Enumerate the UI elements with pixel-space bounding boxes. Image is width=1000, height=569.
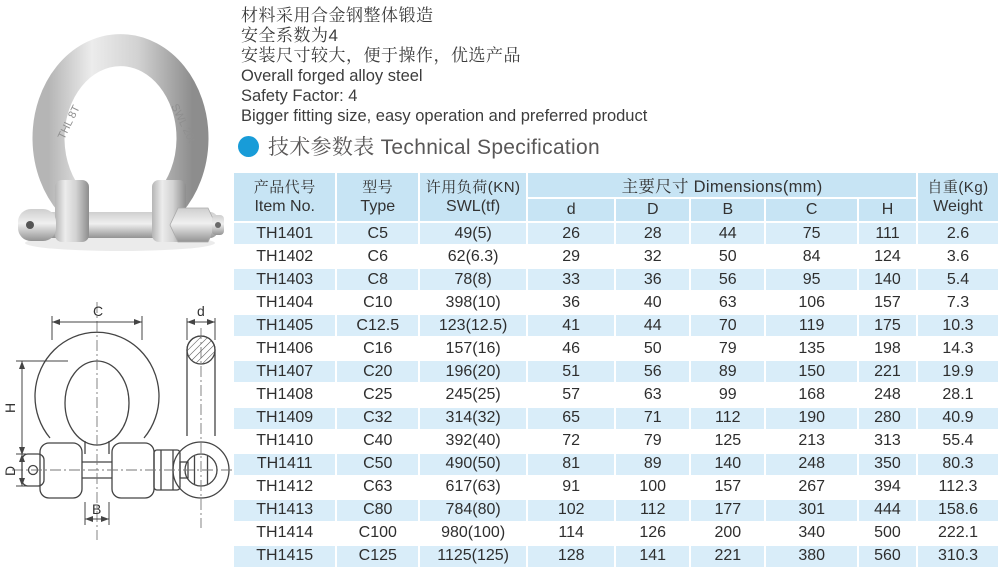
- spec-cell: 2.6: [917, 222, 999, 245]
- spec-cell: 78(8): [419, 268, 527, 291]
- spec-cell: 100: [615, 476, 690, 499]
- intro-line-cn: 安装尺寸较大，便于操作，优选产品: [241, 46, 521, 65]
- dim-label-big-d: D: [2, 465, 18, 476]
- col-header-type-en: Type: [360, 198, 396, 215]
- spec-cell: 51: [527, 360, 615, 383]
- spec-cell: TH1410: [233, 430, 336, 453]
- spec-cell: 79: [690, 337, 765, 360]
- spec-cell: 560: [858, 545, 917, 568]
- spec-cell: C25: [336, 383, 419, 406]
- photo-marking-left: THL 8T: [55, 103, 83, 142]
- shackle-drawing: [2, 288, 232, 569]
- spec-cell: TH1415: [233, 545, 336, 568]
- col-header-weight: [917, 172, 999, 222]
- spec-row: [233, 430, 999, 453]
- spec-cell: 89: [615, 453, 690, 476]
- col-header-swl: [419, 172, 527, 222]
- spec-cell: TH1414: [233, 522, 336, 545]
- col-header-item-no: [233, 172, 336, 222]
- spec-cell: 177: [690, 499, 765, 522]
- spec-cell: 49(5): [419, 222, 527, 245]
- spec-cell: 29: [527, 245, 615, 268]
- spec-cell: 128: [527, 545, 615, 568]
- spec-row: [233, 522, 999, 545]
- spec-cell: 28.1: [917, 383, 999, 406]
- section-title-label: 技术参数表 Technical Specification: [268, 136, 600, 159]
- spec-cell: 36: [527, 291, 615, 314]
- spec-cell: C32: [336, 407, 419, 430]
- spec-cell: 280: [858, 407, 917, 430]
- section-title: [238, 131, 600, 161]
- spec-cell: 40.9: [917, 407, 999, 430]
- spec-cell: 41: [527, 314, 615, 337]
- spec-cell: 44: [615, 314, 690, 337]
- spec-cell: 10.3: [917, 314, 999, 337]
- spec-cell: C63: [336, 476, 419, 499]
- spec-cell: 157: [690, 476, 765, 499]
- section-bullet-icon: [238, 136, 259, 157]
- spec-cell: 301: [765, 499, 858, 522]
- intro-line-en: Bigger fitting size, easy operation and preferred product: [241, 107, 648, 125]
- spec-cell: 200: [690, 522, 765, 545]
- spec-cell: 63: [690, 291, 765, 314]
- dim-label-b: B: [92, 501, 102, 517]
- spec-cell: 444: [858, 499, 917, 522]
- spec-cell: 81: [527, 453, 615, 476]
- shackle-photo-image: [8, 10, 233, 255]
- spec-cell: 95: [765, 268, 858, 291]
- dim-label-d: d: [197, 303, 205, 319]
- spec-cell: 19.9: [917, 360, 999, 383]
- spec-cell: 350: [858, 453, 917, 476]
- spec-row: [233, 383, 999, 406]
- spec-cell: 784(80): [419, 499, 527, 522]
- spec-cell: 221: [858, 360, 917, 383]
- spec-row: [233, 268, 999, 291]
- spec-cell: C80: [336, 499, 419, 522]
- spec-cell: 56: [690, 268, 765, 291]
- spec-row: [233, 291, 999, 314]
- spec-cell: 157(16): [419, 337, 527, 360]
- spec-cell: 135: [765, 337, 858, 360]
- photo-marking-right: SWL 20t: [168, 102, 198, 145]
- spec-cell: 267: [765, 476, 858, 499]
- spec-cell: 91: [527, 476, 615, 499]
- spec-cell: 150: [765, 360, 858, 383]
- spec-cell: 124: [858, 245, 917, 268]
- spec-cell: C40: [336, 430, 419, 453]
- spec-cell: 196(20): [419, 360, 527, 383]
- spec-cell: 36: [615, 268, 690, 291]
- spec-cell: C16: [336, 337, 419, 360]
- spec-cell: 213: [765, 430, 858, 453]
- col-header-weight-en: Weight: [933, 198, 983, 215]
- spec-cell: C50: [336, 453, 419, 476]
- spec-row: [233, 545, 999, 568]
- spec-cell: TH1406: [233, 337, 336, 360]
- spec-cell: 198: [858, 337, 917, 360]
- col-header-dim-H: H: [858, 198, 917, 222]
- spec-cell: TH1411: [233, 453, 336, 476]
- col-header-weight-cn: 自重(Kg): [927, 179, 989, 196]
- col-header-dimensions: 主要尺寸 Dimensions(mm): [527, 172, 917, 198]
- intro-line-en: Overall forged alloy steel: [241, 67, 423, 85]
- spec-row: [233, 499, 999, 522]
- col-header-swl-cn: 许用负荷(KN): [425, 179, 521, 196]
- intro-line-cn: 材料采用合金钢整体锻造: [241, 6, 434, 25]
- spec-row: [233, 476, 999, 499]
- col-header-dim-C: C: [765, 198, 858, 222]
- spec-cell: TH1408: [233, 383, 336, 406]
- spec-row: [233, 337, 999, 360]
- spec-row: [233, 360, 999, 383]
- dim-label-h: H: [2, 402, 18, 413]
- spec-cell: 72: [527, 430, 615, 453]
- spec-cell: 7.3: [917, 291, 999, 314]
- spec-cell: TH1405: [233, 314, 336, 337]
- spec-row: [233, 407, 999, 430]
- spec-cell: 62(6.3): [419, 245, 527, 268]
- spec-cell: 28: [615, 222, 690, 245]
- spec-cell: 248: [765, 453, 858, 476]
- spec-row: [233, 314, 999, 337]
- col-header-dim-d: d: [527, 198, 615, 222]
- spec-cell: 168: [765, 383, 858, 406]
- spec-cell: 175: [858, 314, 917, 337]
- product-photo: [8, 10, 233, 255]
- spec-cell: 140: [690, 453, 765, 476]
- spec-cell: 123(12.5): [419, 314, 527, 337]
- spec-cell: 84: [765, 245, 858, 268]
- spec-table-body: [233, 222, 999, 568]
- spec-cell: 126: [615, 522, 690, 545]
- spec-row: [233, 222, 999, 245]
- spec-cell: 340: [765, 522, 858, 545]
- spec-cell: 112: [690, 407, 765, 430]
- spec-cell: 221: [690, 545, 765, 568]
- spec-cell: 141: [615, 545, 690, 568]
- spec-cell: C12.5: [336, 314, 419, 337]
- col-header-dim-B: B: [690, 198, 765, 222]
- spec-cell: 32: [615, 245, 690, 268]
- spec-cell: 617(63): [419, 476, 527, 499]
- spec-cell: TH1412: [233, 476, 336, 499]
- spec-cell: C125: [336, 545, 419, 568]
- spec-cell: 112.3: [917, 476, 999, 499]
- spec-cell: C100: [336, 522, 419, 545]
- spec-cell: TH1407: [233, 360, 336, 383]
- spec-cell: 46: [527, 337, 615, 360]
- spec-cell: 65: [527, 407, 615, 430]
- spec-cell: C10: [336, 291, 419, 314]
- spec-cell: 63: [615, 383, 690, 406]
- spec-cell: 111: [858, 222, 917, 245]
- spec-row: [233, 453, 999, 476]
- spec-cell: 79: [615, 430, 690, 453]
- spec-cell: 190: [765, 407, 858, 430]
- spec-cell: 980(100): [419, 522, 527, 545]
- spec-row: [233, 245, 999, 268]
- spec-cell: 500: [858, 522, 917, 545]
- spec-cell: C20: [336, 360, 419, 383]
- spec-cell: TH1409: [233, 407, 336, 430]
- dimension-diagram: [2, 288, 232, 569]
- spec-cell: C6: [336, 245, 419, 268]
- spec-cell: 313: [858, 430, 917, 453]
- spec-cell: 310.3: [917, 545, 999, 568]
- spec-cell: 392(40): [419, 430, 527, 453]
- spec-cell: 50: [615, 337, 690, 360]
- spec-cell: 40: [615, 291, 690, 314]
- spec-cell: C5: [336, 222, 419, 245]
- spec-cell: 398(10): [419, 291, 527, 314]
- spec-cell: 140: [858, 268, 917, 291]
- col-header-item-no-cn: 产品代号: [253, 179, 316, 196]
- spec-cell: 71: [615, 407, 690, 430]
- spec-cell: 158.6: [917, 499, 999, 522]
- spec-cell: 248: [858, 383, 917, 406]
- spec-cell: 26: [527, 222, 615, 245]
- spec-cell: 70: [690, 314, 765, 337]
- spec-cell: 55.4: [917, 430, 999, 453]
- spec-cell: 33: [527, 268, 615, 291]
- spec-cell: TH1413: [233, 499, 336, 522]
- spec-cell: 57: [527, 383, 615, 406]
- spec-cell: 99: [690, 383, 765, 406]
- col-header-swl-en: SWL(tf): [446, 198, 501, 215]
- spec-cell: 112: [615, 499, 690, 522]
- header-row-1: [233, 172, 999, 198]
- spec-cell: 245(25): [419, 383, 527, 406]
- spec-cell: TH1401: [233, 222, 336, 245]
- spec-cell: TH1403: [233, 268, 336, 291]
- spec-cell: 157: [858, 291, 917, 314]
- spec-cell: 102: [527, 499, 615, 522]
- spec-cell: 14.3: [917, 337, 999, 360]
- col-header-dim-D: D: [615, 198, 690, 222]
- intro-text-block: [241, 6, 881, 126]
- spec-cell: 106: [765, 291, 858, 314]
- spec-cell: 394: [858, 476, 917, 499]
- spec-cell: 1125(125): [419, 545, 527, 568]
- spec-cell: 314(32): [419, 407, 527, 430]
- spec-cell: 3.6: [917, 245, 999, 268]
- spec-cell: C8: [336, 268, 419, 291]
- spec-cell: 75: [765, 222, 858, 245]
- spec-cell: 125: [690, 430, 765, 453]
- spec-cell: 119: [765, 314, 858, 337]
- spec-cell: TH1404: [233, 291, 336, 314]
- spec-cell: 222.1: [917, 522, 999, 545]
- intro-line-en: Safety Factor: 4: [241, 87, 358, 105]
- spec-cell: 80.3: [917, 453, 999, 476]
- spec-cell: 380: [765, 545, 858, 568]
- spec-cell: 50: [690, 245, 765, 268]
- col-header-type: [336, 172, 419, 222]
- intro-line-cn: 安全系数为4: [241, 26, 339, 45]
- spec-cell: 490(50): [419, 453, 527, 476]
- spec-cell: 89: [690, 360, 765, 383]
- spec-table: [232, 171, 1000, 569]
- col-header-item-no-en: Item No.: [254, 198, 315, 215]
- spec-cell: 56: [615, 360, 690, 383]
- col-header-type-cn: 型号: [362, 179, 394, 196]
- spec-cell: 44: [690, 222, 765, 245]
- spec-cell: 5.4: [917, 268, 999, 291]
- dim-label-c: C: [93, 303, 104, 319]
- spec-cell: TH1402: [233, 245, 336, 268]
- spec-cell: 114: [527, 522, 615, 545]
